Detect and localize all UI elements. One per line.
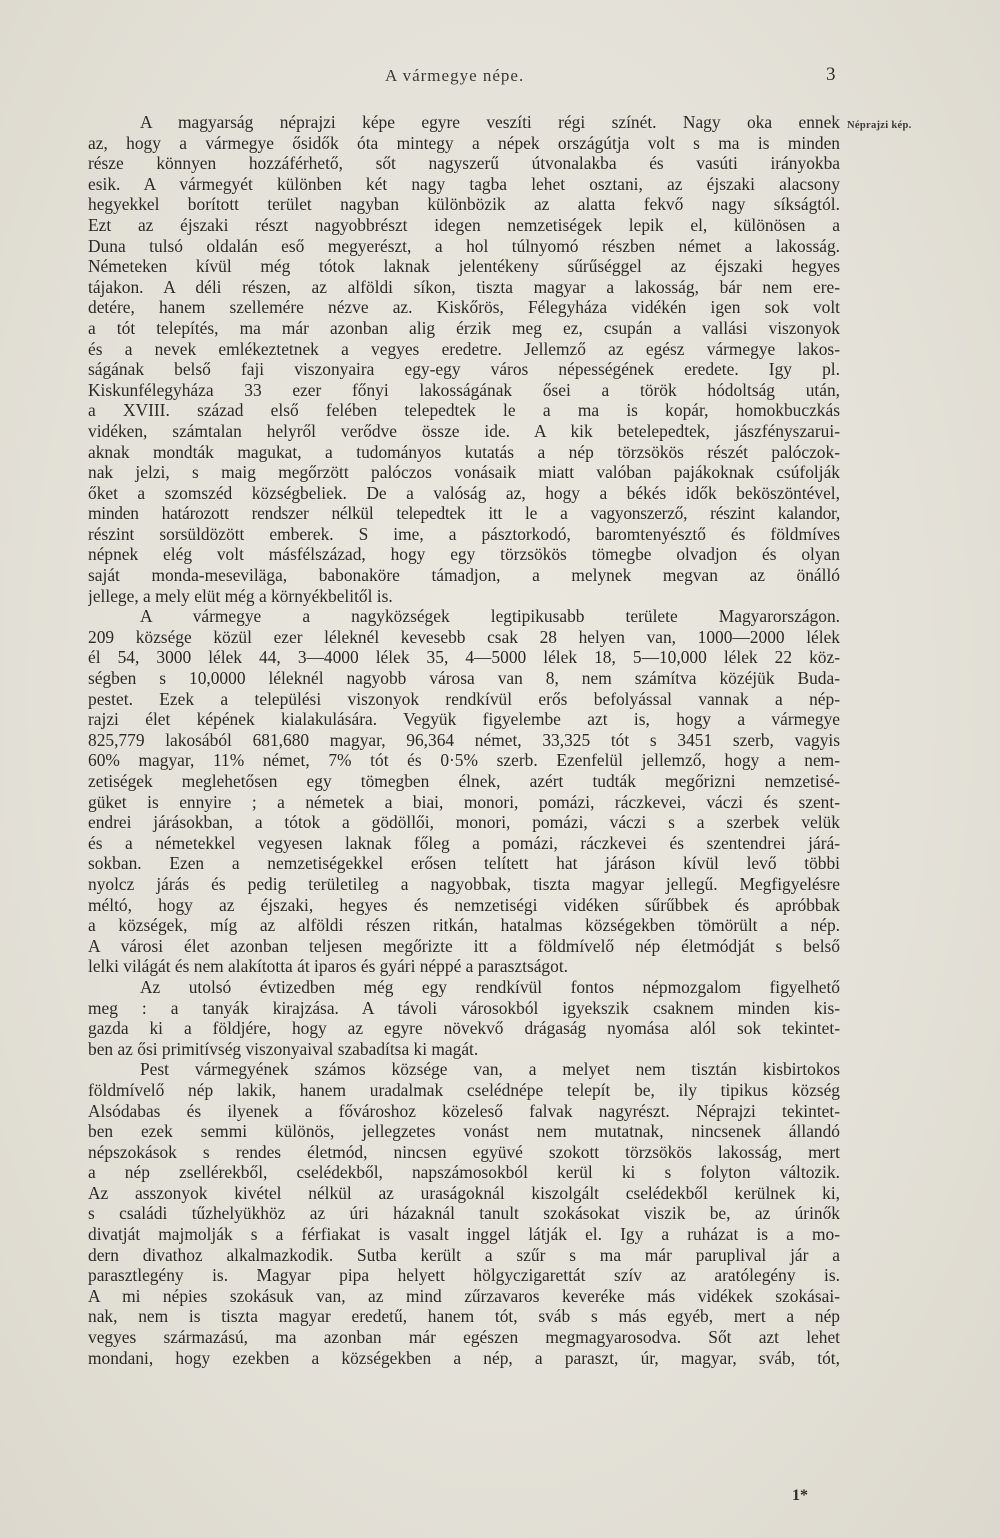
text-line: vegyes származású, ma azonban már egészen megmagyarosodva. Sőt azt lehet xyxy=(88,1327,840,1348)
text-line: Az utolsó évtizedben még egy rendkívül fontos népmozgalom figyelhető xyxy=(140,976,840,997)
text-line: gazda ki a földjére, hogy az egyre növekvő drágaság nyomása alól sok tekintet- xyxy=(88,1018,840,1039)
text-line: és a németekkel vegyesen laknak főleg a pomázi, ráczkevei és szentendrei járá- xyxy=(88,832,840,853)
text-line: 825,779 lakosából 681,680 magyar, 96,364 német, 33,325 tót s 3451 szerb, vagyis xyxy=(88,729,840,750)
text-line: 60% magyar, 11% német, 7% tót és 0·5% szerb. Ezenfelül jellemző, hogy a nem- xyxy=(88,750,840,771)
text-line: divatját majmolják s a férfiakat is vasalt inggel látják el. Igy a ruházat is a mo- xyxy=(88,1224,840,1245)
running-head: A vármegye népe. xyxy=(385,66,525,85)
page-number: 3 xyxy=(826,64,836,85)
text-line: ben az ősi primitívség viszonyaival szabadítsa ki magát. xyxy=(88,1038,479,1059)
text-line: ságának belső faji viszonyaira egy-egy város népességének eredete. Igy pl. xyxy=(88,359,840,380)
text-line: lelki világát és nem alakította át iparos és gyári néppé a parasztságot. xyxy=(88,956,569,977)
text-line: Az asszonyok kivétel nélkül az uraságoknál kiszolgált cselédekből kerülnek ki, xyxy=(88,1182,840,1203)
text-line: pestet. Ezek a települési viszonyok rendkívül erős befolyással vannak a nép- xyxy=(88,688,840,709)
text-line: a községek, míg az alföldi részen ritkán, hatalmas községekben tömörült a nép. xyxy=(88,915,840,936)
text-line: a nép zsellérekből, cselédekből, napszámosokból kerül ki s folyton változik. xyxy=(88,1162,840,1183)
margin-note: Néprajzi kép. xyxy=(847,120,912,131)
text-line: parasztlegény is. Magyar pipa helyett hölgyczigarettát szív az aratólegény is. xyxy=(88,1265,840,1286)
text-line: dern divathoz alkalmazkodik. Sutba került a szűr s ma már paruplival jár a xyxy=(88,1244,840,1265)
text-line: részint sorsüldözött emberek. S ime, a pásztorkodó, baromtenyésztő és földmíves xyxy=(88,523,840,544)
text-line: nak, nem is tiszta magyar eredetű, hanem tót, sváb s más egyéb, mert a nép xyxy=(88,1306,840,1327)
text-line: Duna tulsó oldalán eső megyerészt, a hol túlnyomó részben német a lakosság. xyxy=(88,235,840,256)
text-line: A vármegye a nagyközségek legtipikusabb területe Magyarországon. xyxy=(140,606,840,627)
text-line: Ezt az éjszaki részt nagyobbrészt idegen nemzetiségek lepik el, különösen a xyxy=(88,214,840,235)
text-line: az, hogy a vármegye ősidők óta mintegy a népek országútja volt s ma is minden xyxy=(88,132,840,153)
text-line: nyolcz járás és pedig területileg a nagyobbak, tiszta magyar jellegű. Megfigyelésre xyxy=(88,873,840,894)
text-line: része könnyen hozzáférhető, sőt nagyszerű útvonalakba és vasúti irányokba xyxy=(88,153,840,174)
text-line: mondani, hogy ezekben a községekben a nép, a paraszt, úr, magyar, sváb, tót, xyxy=(88,1347,840,1368)
text-line: sokban. Ezen a nemzetiségekkel erősen telített hat járáson kívül levő többi xyxy=(88,853,840,874)
text-line: esik. A vármegyét különben két nagy tagba lehet osztani, az éjszaki alacsony xyxy=(88,173,840,194)
text-line: és a nevek emlékeztetnek a vegyes eredetre. Jellemző az egész vármegye lakos- xyxy=(88,338,840,359)
text-line: ben ezek semmi különös, jellegzetes vonást nem mutatnak, nincsenek állandó xyxy=(88,1121,840,1142)
text-line: Kiskunfélegyháza 33 ezer főnyi lakosságának ősei a török hódoltság után, xyxy=(88,379,840,400)
text-line: ségben s 10,0000 léleknél nagyobb városa van 8, nem számítva közéjük Buda- xyxy=(88,668,840,689)
body-text xyxy=(88,112,840,1368)
text-line: méltó, hogy az éjszaki, hegyes és nemzetiségi vidéken sűrűbbek és apróbbak xyxy=(88,894,840,915)
text-line: aknak mondták magukat, a tudományos kutatás a nép törzsökös részét palóczok- xyxy=(88,441,840,462)
text-line: 209 községe közül ezer léleknél kevesebb csak 28 helyen van, 1000—2000 lélek xyxy=(88,626,840,647)
text-line: endrei járásokban, a tótok a gödöllői, monori, pomázi, váczi s a szerbek velük xyxy=(88,812,840,833)
text-line: minden határozott rendszer nélkül telepedtek itt le a vagyonszerző, részint kalandor, xyxy=(88,503,840,524)
text-line: rajzi élet képének kialakulására. Vegyük figyelembe azt is, hogy a vármegye xyxy=(88,709,840,730)
text-line: népnek elég volt másfélszázad, hogy egy törzsökös tömegbe olvadjon és olyan xyxy=(88,544,840,565)
text-line: a XVIII. század első felében telepedtek le a ma is kopár, homokbuczkás xyxy=(88,400,840,421)
signature-mark: 1* xyxy=(792,1487,808,1504)
text-line: vidéken, számtalan helyről verődve össze ide. A kik betelepedtek, jászfényszarui- xyxy=(88,420,840,441)
text-line: güket is ennyire ; a németek a biai, monori, pomázi, ráczkevei, váczi és szent- xyxy=(88,791,840,812)
text-line: A magyarság néprajzi képe egyre veszíti régi színét. Nagy oka ennek xyxy=(140,112,840,132)
text-line: népszokások s rendes életmód, nincsen együvé szokott törzsökös lakosság, mert xyxy=(88,1141,840,1162)
text-line: zetiségek meglehetősen egy tömegben élnek, azért tudták megőrizni nemzetisé- xyxy=(88,771,840,791)
text-line: tájakon. A déli részen, az alföldi síkon, tiszta magyar a lakosság, bár nem ere- xyxy=(88,276,840,297)
text-line: hegyekkel borított terület nagyban különbözik az alatta fekvő nagy síkságtól. xyxy=(88,194,840,215)
text-line: nak jelzi, s maig megőrzött palóczos vonásaik miatt valóban pajákoknak csúfolják xyxy=(88,462,840,483)
text-line: meg : a tanyák kirajzása. A távoli városokból igyekszik csaknem minden kis- xyxy=(88,997,840,1018)
text-line: jellege, a mely elüt még a környékbelitől is. xyxy=(88,585,393,606)
text-line: saját monda-meseviläga, babonaköre támadjon, a melynek megvan az önálló xyxy=(88,565,840,586)
text-line: földmívelő nép lakik, hanem uradalmak cselédnépe telepít be, ily tipikus község xyxy=(88,1079,840,1100)
text-line: él 54, 3000 lélek 44, 3—4000 lélek 35, 4—5000 lélek 18, 5—10,000 lélek 22 köz- xyxy=(88,647,840,668)
text-line: őket a szomszéd községbeliek. De a valóság az, hogy a békés idők beköszöntével, xyxy=(88,482,840,503)
text-line: s családi tűzhelyükhöz az úri házaknál tanult szokásokat viszik be, az úrinők xyxy=(88,1203,840,1224)
text-line: Pest vármegyének számos községe van, a melyet nem tisztán kisbirtokos xyxy=(140,1059,840,1080)
text-line: Alsódabas és ilyenek a fővároshoz közeleső falvak nagyrészt. Néprajzi tekintet- xyxy=(88,1100,840,1121)
text-line: A városi élet azonban teljesen megőrizte itt a földmívelő nép életmódját s belső xyxy=(88,935,840,956)
text-line: A mi népies szokásuk van, az mind zűrzavaros keveréke más vidékek szokásai- xyxy=(88,1285,840,1306)
text-line: Németeken kívül még tótok laknak jelentékeny sűrűséggel az éjszaki hegyes xyxy=(88,256,840,277)
text-line: a tót telepítés, ma már azonban alig érzik meg ez, csupán a vallási viszonyok xyxy=(88,317,840,338)
text-line: detére, hanem szellemére nézve az. Kiskőrös, Félegyháza vidékén igen sok volt xyxy=(88,297,840,318)
